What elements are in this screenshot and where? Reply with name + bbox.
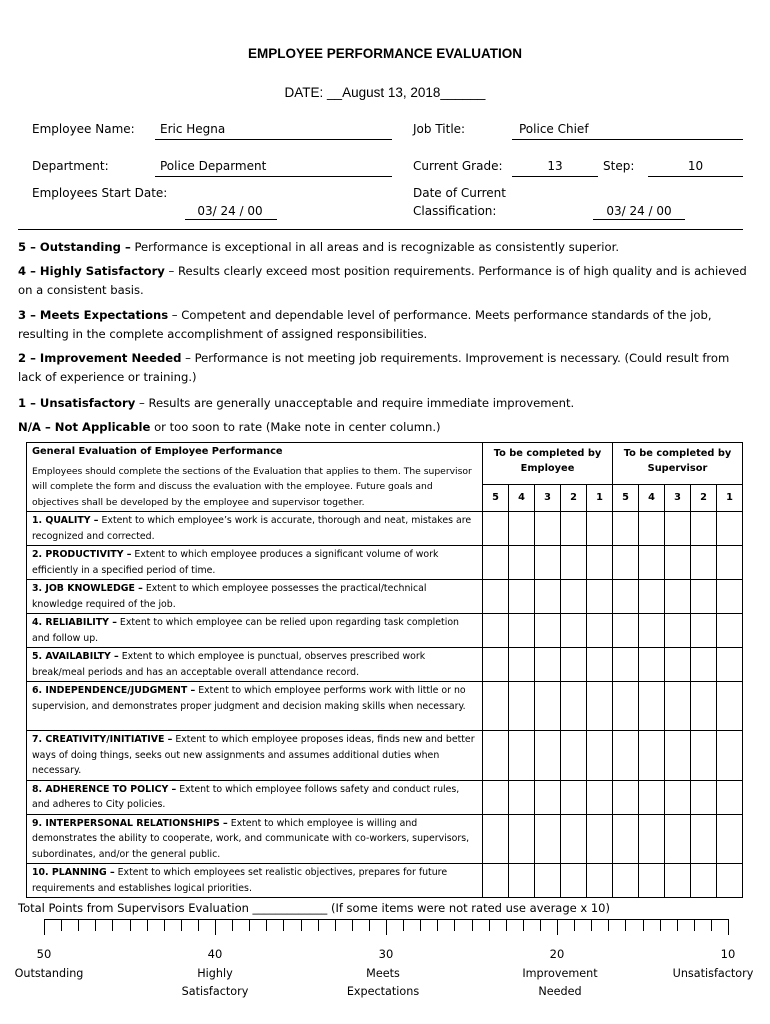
rating-box[interactable] bbox=[509, 682, 535, 731]
employee-name-label: Employee Name: bbox=[32, 122, 135, 136]
rating-box[interactable] bbox=[691, 614, 717, 648]
legend-item-3: 3 – Meets Expectations – Competent and dependable level of performance. Meets performance standards of the job, resulting in the complete accomplishment of assigned responsibilities. bbox=[18, 308, 712, 341]
rating-box[interactable] bbox=[717, 512, 743, 546]
start-date-label: Employees Start Date: bbox=[32, 186, 168, 200]
rating-box[interactable] bbox=[561, 780, 587, 814]
rating-box[interactable] bbox=[535, 731, 561, 781]
general-evaluation-cell bbox=[27, 443, 483, 512]
supervisor-rating-3: 3 bbox=[665, 484, 691, 511]
scale-tick bbox=[643, 919, 644, 931]
rating-box[interactable] bbox=[717, 682, 743, 731]
rating-box[interactable] bbox=[561, 814, 587, 864]
rating-box[interactable] bbox=[665, 731, 691, 781]
current-grade-label: Current Grade: bbox=[413, 159, 503, 173]
rating-box[interactable] bbox=[535, 580, 561, 614]
rating-box[interactable] bbox=[613, 731, 639, 781]
rating-box[interactable] bbox=[561, 648, 587, 682]
scale-number-20: 20 bbox=[549, 947, 565, 961]
criteria-independence-judgment: 6. INDEPENDENCE/JUDGMENT – Extent to which employee performs work with little or no supervision, and demonstrates proper judgment and decision making skills when necessary. bbox=[27, 682, 483, 731]
scale-label-highly-satisfactory: Highly Satisfactory bbox=[181, 967, 249, 998]
rating-box[interactable] bbox=[535, 814, 561, 864]
form-title: EMPLOYEE PERFORMANCE EVALUATION bbox=[247, 46, 522, 61]
rating-box[interactable] bbox=[665, 682, 691, 731]
rating-box[interactable] bbox=[691, 731, 717, 781]
criteria-row-reliability bbox=[27, 614, 743, 648]
step-underline bbox=[648, 176, 743, 177]
scale-tick bbox=[352, 919, 353, 931]
legend-item-1: 1 – Unsatisfactory – Results are generally unacceptable and require immediate improvement. bbox=[18, 396, 575, 410]
rating-box[interactable] bbox=[509, 614, 535, 648]
criteria-reliability: 4. RELIABILITY – Extent to which employee can be relied upon regarding task completion and follow up. bbox=[27, 614, 483, 648]
rating-box[interactable] bbox=[639, 614, 665, 648]
rating-box[interactable] bbox=[613, 814, 639, 864]
supervisor-rating-1: 1 bbox=[717, 484, 743, 511]
scale-number-10: 10 bbox=[720, 947, 736, 961]
scale-tick bbox=[266, 919, 267, 931]
scale-tick bbox=[437, 919, 438, 931]
rating-box[interactable] bbox=[639, 780, 665, 814]
rating-box[interactable] bbox=[639, 864, 665, 898]
supervisor-rating-2: 2 bbox=[691, 484, 717, 511]
scale-tick bbox=[728, 919, 729, 935]
rating-box[interactable] bbox=[561, 580, 587, 614]
evaluation-date: DATE: __August 13, 2018______ bbox=[284, 85, 486, 100]
general-evaluation-title: General Evaluation of Employee Performance bbox=[32, 446, 283, 457]
rating-box[interactable] bbox=[717, 580, 743, 614]
scale-tick bbox=[489, 919, 490, 931]
rating-box[interactable] bbox=[535, 682, 561, 731]
rating-box[interactable] bbox=[665, 614, 691, 648]
scale-tick bbox=[335, 919, 336, 931]
scale-tick bbox=[301, 919, 302, 931]
rating-box[interactable] bbox=[535, 512, 561, 546]
rating-box[interactable] bbox=[691, 648, 717, 682]
general-evaluation-text: Employees should complete the sections of the Evaluation that applies to them. The supervisor will complete the form and discuss the evaluation with the employee. Future goals and objectives shall be developed by the employee and supervisor together. bbox=[32, 465, 472, 508]
criteria-row-interpersonal bbox=[27, 814, 743, 864]
rating-box[interactable] bbox=[561, 546, 587, 580]
step-label: Step: bbox=[603, 159, 635, 173]
rating-box[interactable] bbox=[691, 780, 717, 814]
rating-box[interactable] bbox=[509, 512, 535, 546]
rating-box[interactable] bbox=[639, 512, 665, 546]
rating-box[interactable] bbox=[613, 580, 639, 614]
criteria-row-adherence bbox=[27, 780, 743, 814]
rating-box[interactable] bbox=[639, 546, 665, 580]
scale-tick bbox=[130, 919, 131, 931]
scale-tick bbox=[283, 919, 284, 931]
rating-box[interactable] bbox=[561, 731, 587, 781]
start-date-underline bbox=[185, 219, 277, 220]
rating-box[interactable] bbox=[691, 546, 717, 580]
criteria-row-creativity bbox=[27, 731, 743, 781]
rating-box[interactable] bbox=[587, 648, 613, 682]
criteria-quality: 1. QUALITY – Extent to which employee’s work is accurate, thorough and neat, mistakes are recognized and corrected. bbox=[27, 512, 483, 546]
scale-tick bbox=[403, 919, 404, 931]
rating-box[interactable] bbox=[639, 580, 665, 614]
legend-item-5: 5 – Outstanding – Performance is exceptional in all areas and is recognizable as consistently superior. bbox=[18, 240, 620, 254]
employee-rating-1: 1 bbox=[587, 484, 613, 511]
rating-box[interactable] bbox=[587, 546, 613, 580]
rating-box[interactable] bbox=[535, 648, 561, 682]
legend-item-na: N/A – Not Applicable or too soon to rate (Make note in center column.) bbox=[18, 420, 441, 434]
rating-box[interactable] bbox=[587, 864, 613, 898]
rating-box[interactable] bbox=[483, 864, 509, 898]
department-underline bbox=[155, 176, 392, 177]
criteria-row-productivity bbox=[27, 546, 743, 580]
rating-box[interactable] bbox=[691, 682, 717, 731]
rating-box[interactable] bbox=[665, 546, 691, 580]
employee-name-value[interactable]: Eric Hegna bbox=[160, 122, 226, 136]
rating-box[interactable] bbox=[665, 814, 691, 864]
criteria-interpersonal-relationships: 9. INTERPERSONAL RELATIONSHIPS – Extent to which employee is willing and demonstrates the ability to cooperate, work, and communicate with co-workers, supervisors, subordinates, and/or the general public. bbox=[27, 814, 483, 864]
scale-tick bbox=[112, 919, 113, 931]
scale-tick bbox=[61, 919, 62, 931]
rating-box[interactable] bbox=[483, 780, 509, 814]
scale-tick bbox=[608, 919, 609, 931]
classification-date-underline bbox=[593, 219, 685, 220]
rating-box[interactable] bbox=[535, 864, 561, 898]
scale-tick bbox=[215, 919, 216, 935]
classification-label-line1: Date of Current bbox=[413, 186, 506, 200]
criteria-planning: 10. PLANNING – Extent to which employees set realistic objectives, prepares for future requirements and establishes logical priorities. bbox=[27, 864, 483, 898]
rating-box[interactable] bbox=[613, 682, 639, 731]
department-label: Department: bbox=[32, 159, 109, 173]
scale-tick bbox=[506, 919, 507, 931]
scale-tick bbox=[711, 919, 712, 931]
rating-box[interactable] bbox=[717, 546, 743, 580]
criteria-adherence-to-policy: 8. ADHERENCE TO POLICY – Extent to which employee follows safety and conduct rules, and adheres to City policies. bbox=[27, 780, 483, 814]
job-title-value[interactable]: Police Chief bbox=[519, 122, 589, 136]
rating-box[interactable] bbox=[587, 780, 613, 814]
scale-tick bbox=[420, 919, 421, 931]
rating-box[interactable] bbox=[509, 731, 535, 781]
legend-item-2: 2 – Improvement Needed – Performance is not meeting job requirements. Improvement is necessary. (Could result from lack of experience or training.) bbox=[18, 351, 730, 384]
scale-tick bbox=[574, 919, 575, 931]
criteria-productivity: 2. PRODUCTIVITY – Extent to which employee produces a significant volume of work efficiently in a specified period of time. bbox=[27, 546, 483, 580]
rating-box[interactable] bbox=[691, 512, 717, 546]
scale-number-30: 30 bbox=[378, 947, 394, 961]
criteria-availability: 5. AVAILABILTY – Extent to which employee is punctual, observes prescribed work break/meal periods and has an acceptable overall attendance record. bbox=[27, 648, 483, 682]
rating-box[interactable] bbox=[509, 546, 535, 580]
rating-box[interactable] bbox=[717, 731, 743, 781]
scale-tick bbox=[694, 919, 695, 931]
employee-rating-5: 5 bbox=[483, 484, 509, 511]
rating-box[interactable] bbox=[717, 614, 743, 648]
rating-box[interactable] bbox=[561, 682, 587, 731]
rating-box[interactable] bbox=[483, 731, 509, 781]
criteria-creativity-initiative: 7. CREATIVITY/INITIATIVE – Extent to which employee proposes ideas, finds new and better ways of doing things, seeks out new assignments and assumes additional duties when necessary. bbox=[27, 731, 483, 781]
scale-label-outstanding: Outstanding bbox=[14, 967, 84, 980]
rating-box[interactable] bbox=[717, 814, 743, 864]
rating-box[interactable] bbox=[639, 648, 665, 682]
scale-tick bbox=[660, 919, 661, 931]
scale-tick bbox=[147, 919, 148, 931]
rating-box[interactable] bbox=[587, 580, 613, 614]
rating-box[interactable] bbox=[483, 580, 509, 614]
rating-box[interactable] bbox=[483, 614, 509, 648]
scale-label-improvement-needed: Improvement Needed bbox=[522, 967, 598, 998]
scale-tick bbox=[164, 919, 165, 931]
current-grade-underline bbox=[512, 176, 598, 177]
scale-tick bbox=[249, 919, 250, 931]
evaluation-table bbox=[26, 442, 743, 898]
employee-rating-2: 2 bbox=[561, 484, 587, 511]
rating-box[interactable] bbox=[639, 814, 665, 864]
rating-box[interactable] bbox=[561, 614, 587, 648]
rating-box[interactable] bbox=[665, 512, 691, 546]
rating-box[interactable] bbox=[535, 780, 561, 814]
rating-box[interactable] bbox=[691, 864, 717, 898]
legend-item-4: 4 – Highly Satisfactory – Results clearly exceed most position requirements. Performance is of high quality and is achieved on a consistent basis. bbox=[18, 264, 747, 297]
criteria-row-availability bbox=[27, 648, 743, 682]
rating-box[interactable] bbox=[613, 546, 639, 580]
rating-box[interactable] bbox=[535, 546, 561, 580]
start-date-value[interactable]: 03/ 24 / 00 bbox=[197, 204, 263, 218]
classification-date-value[interactable]: 03/ 24 / 00 bbox=[606, 204, 672, 218]
supervisor-rating-4: 4 bbox=[639, 484, 665, 511]
criteria-row-independence bbox=[27, 682, 743, 731]
scale-label-unsatisfactory: Unsatisfactory bbox=[672, 967, 754, 980]
scale-tick bbox=[181, 919, 182, 931]
header-divider bbox=[18, 229, 743, 230]
scale-tick bbox=[591, 919, 592, 931]
job-title-label: Job Title: bbox=[413, 122, 466, 136]
scale-tick bbox=[232, 919, 233, 931]
rating-box[interactable] bbox=[561, 512, 587, 546]
rating-box[interactable] bbox=[587, 814, 613, 864]
rating-box[interactable] bbox=[509, 814, 535, 864]
scale-tick bbox=[625, 919, 626, 931]
rating-box[interactable] bbox=[483, 546, 509, 580]
employee-rating-4: 4 bbox=[509, 484, 535, 511]
rating-box[interactable] bbox=[509, 864, 535, 898]
scale-label-meets-expectations: Meets Expectations bbox=[346, 967, 420, 998]
rating-box[interactable] bbox=[691, 814, 717, 864]
rating-box[interactable] bbox=[587, 512, 613, 546]
scale-tick bbox=[540, 919, 541, 931]
step-value[interactable]: 10 bbox=[687, 159, 704, 173]
supervisor-rating-5: 5 bbox=[613, 484, 639, 511]
scale-tick bbox=[386, 919, 387, 935]
rating-box[interactable] bbox=[561, 864, 587, 898]
rating-box[interactable] bbox=[613, 614, 639, 648]
scale-tick bbox=[472, 919, 473, 931]
current-grade-value[interactable]: 13 bbox=[547, 159, 563, 173]
rating-box[interactable] bbox=[613, 780, 639, 814]
rating-box[interactable] bbox=[691, 580, 717, 614]
criteria-job-knowledge: 3. JOB KNOWLEDGE – Extent to which employee possesses the practical/technical knowledge required of the job. bbox=[27, 580, 483, 614]
employee-column-header: To be completed by Employee bbox=[483, 443, 613, 485]
scale-tick bbox=[95, 919, 96, 931]
job-title-underline bbox=[512, 139, 743, 140]
criteria-row-quality bbox=[27, 512, 743, 546]
rating-box[interactable] bbox=[613, 864, 639, 898]
scale-number-40: 40 bbox=[207, 947, 223, 961]
rating-box[interactable] bbox=[639, 682, 665, 731]
rating-box[interactable] bbox=[483, 814, 509, 864]
employee-name-underline bbox=[155, 139, 392, 140]
rating-box[interactable] bbox=[665, 780, 691, 814]
employee-rating-3: 3 bbox=[535, 484, 561, 511]
rating-box[interactable] bbox=[613, 648, 639, 682]
rating-box[interactable] bbox=[717, 864, 743, 898]
rating-box[interactable] bbox=[587, 731, 613, 781]
rating-box[interactable] bbox=[587, 614, 613, 648]
scale-tick bbox=[198, 919, 199, 931]
rating-box[interactable] bbox=[587, 682, 613, 731]
rating-box[interactable] bbox=[509, 648, 535, 682]
scale-tick bbox=[454, 919, 455, 931]
rating-box[interactable] bbox=[639, 731, 665, 781]
rating-box[interactable] bbox=[509, 780, 535, 814]
scale-tick bbox=[78, 919, 79, 931]
rating-box[interactable] bbox=[665, 580, 691, 614]
scale-tick bbox=[557, 919, 558, 935]
criteria-row-planning bbox=[27, 864, 743, 898]
rating-box[interactable] bbox=[483, 512, 509, 546]
scale-tick bbox=[44, 919, 45, 935]
rating-box[interactable] bbox=[509, 580, 535, 614]
rating-box[interactable] bbox=[717, 780, 743, 814]
rating-box[interactable] bbox=[717, 648, 743, 682]
rating-box[interactable] bbox=[613, 512, 639, 546]
rating-box[interactable] bbox=[483, 682, 509, 731]
rating-box[interactable] bbox=[665, 864, 691, 898]
scale-tick bbox=[369, 919, 370, 931]
classification-label-line2: Classification: bbox=[413, 204, 497, 218]
scale-number-50: 50 bbox=[36, 947, 52, 961]
scale-tick bbox=[523, 919, 524, 931]
total-points-line[interactable]: Total Points from Supervisors Evaluation _____________ (If some items were not rated use average x 10) bbox=[18, 901, 610, 915]
scale-tick bbox=[318, 919, 319, 931]
scale-tick bbox=[677, 919, 678, 931]
supervisor-column-header: To be completed by Supervisor bbox=[613, 443, 743, 485]
department-value[interactable]: Police Deparment bbox=[160, 159, 267, 173]
criteria-row-job-knowledge bbox=[27, 580, 743, 614]
rating-box[interactable] bbox=[665, 648, 691, 682]
rating-box[interactable] bbox=[535, 614, 561, 648]
rating-box[interactable] bbox=[483, 648, 509, 682]
